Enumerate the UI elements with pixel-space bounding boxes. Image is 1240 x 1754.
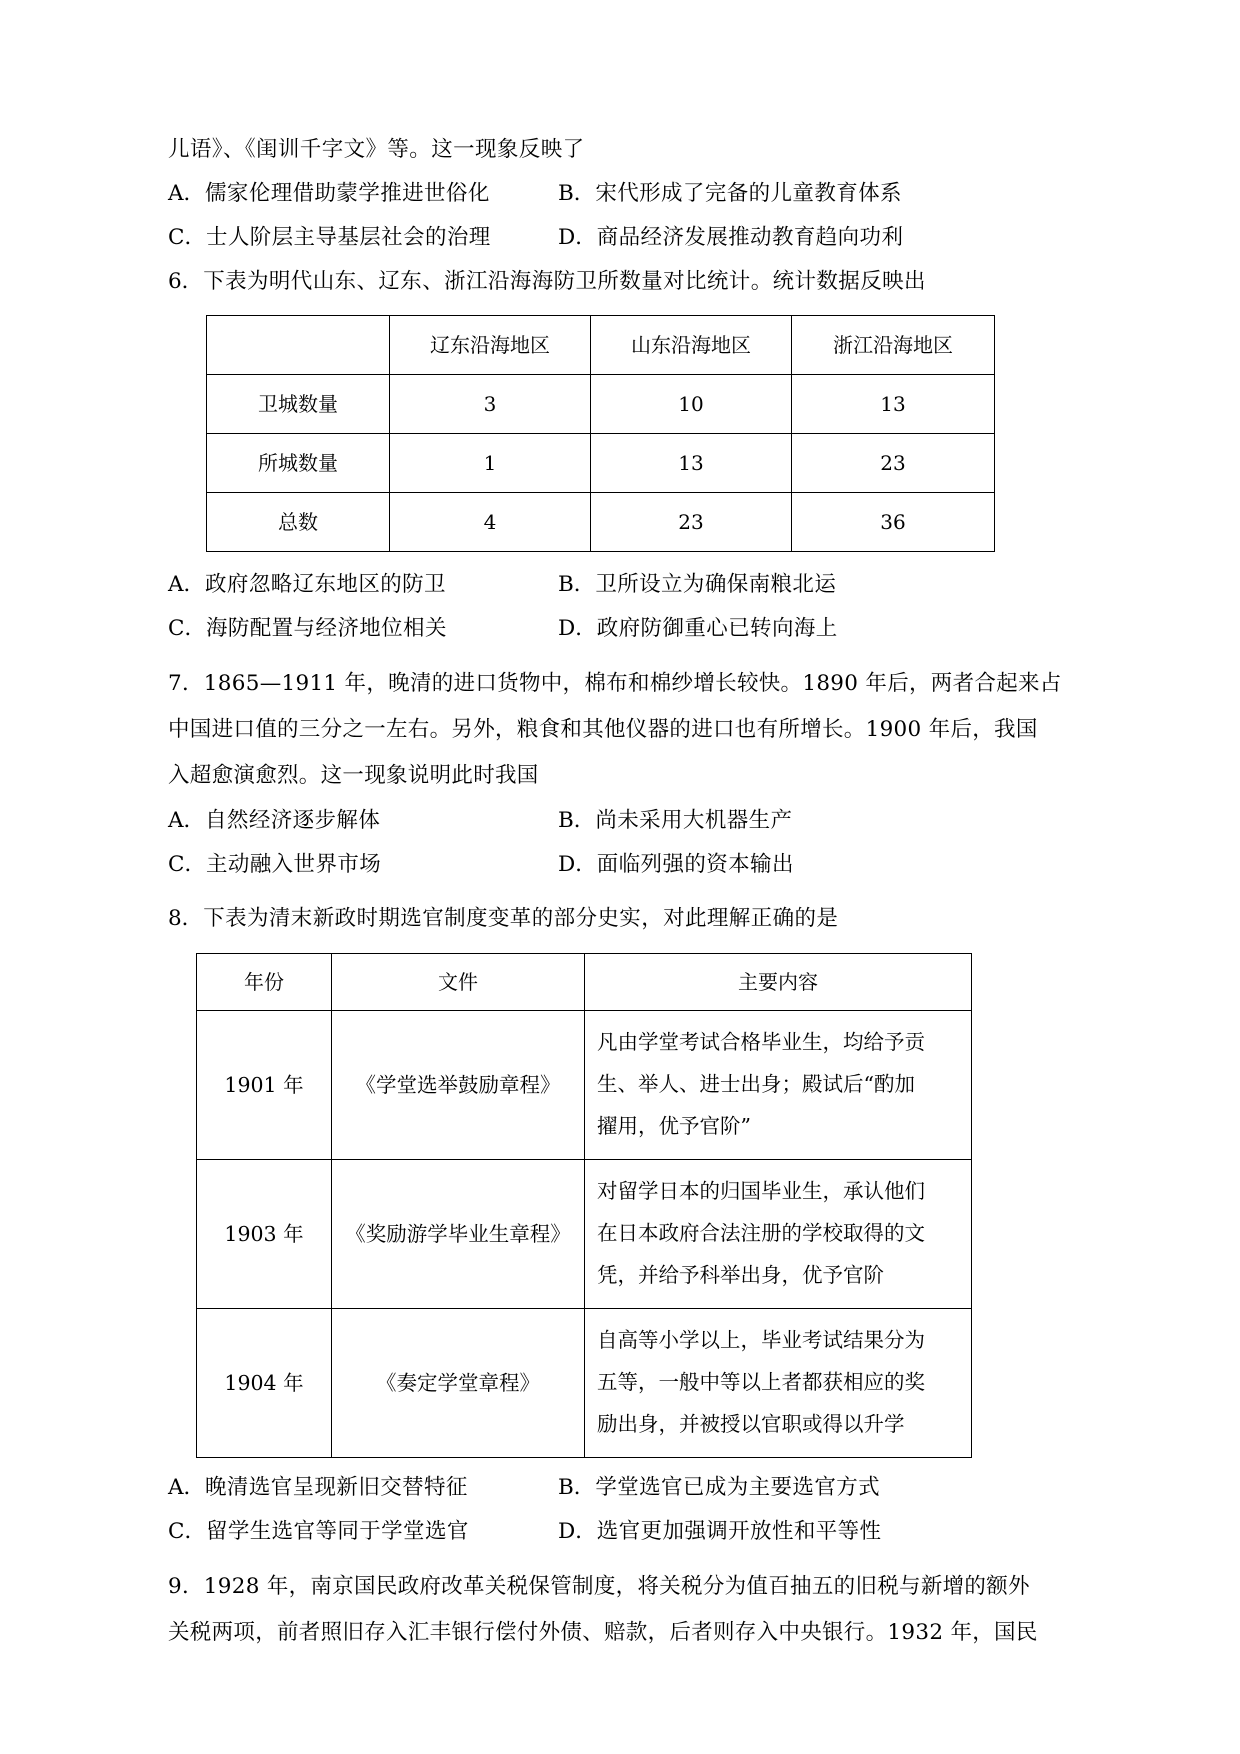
table-row [197,1011,972,1160]
q7-option-c-label: C． [168,852,206,877]
q6-option-d[interactable] [558,607,1068,651]
spacer [168,1554,1068,1564]
q8-stem [168,897,1068,941]
q7-stem-line-1: 7．1865—1911 年，晚清的进口货物中，棉布和棉纱增长较快。1890 年后，两者合起来占 [168,671,1062,696]
q5-option-d-text: 商品经济发展推动教育趋向功利 [596,225,904,250]
q6-option-c[interactable] [168,607,558,651]
q7-stem-line-3: 入超愈演愈烈。这一现象说明此时我国 [168,763,539,788]
spacer [168,887,1068,897]
q8-row1-content-line-2: 在日本政府合法注册的学校取得的文 [597,1221,925,1245]
table-row [197,1160,972,1309]
q6-option-d-label: D． [558,616,597,641]
q8-option-b[interactable] [558,1466,1068,1510]
q5-stem-tail: 儿语》、《闺训千字文》等。这一现象反映了 [168,137,585,162]
q5-option-c-text: 士人阶层主导基层社会的治理 [205,225,491,250]
q6-header-liaodong: 辽东沿海地区 [390,316,591,375]
page-content [168,128,1068,1656]
q6-row2-value2: 36 [792,493,995,552]
q6-row1-value1: 13 [591,434,792,493]
q8-row0-content-line-1: 凡由学堂考试合格毕业生，均给予贡 [597,1030,925,1054]
q8-row2-content-line-3: 励出身，并被授以官职或得以升学 [597,1412,905,1436]
table-row [207,375,995,434]
q6-row1-value0: 1 [390,434,591,493]
q8-row1-content-line-3: 凭，并给予科举出身，优予官阶 [597,1263,884,1287]
q8-option-a-label: A． [168,1475,206,1500]
q8-row0-content-line-3: 擢用，优予官阶” [597,1114,751,1138]
q6-row2-value0: 4 [390,493,591,552]
q6-number: 6． [168,269,204,294]
table-header-row [197,954,972,1011]
spacer [168,651,1068,661]
q7-option-d-label: D． [558,852,597,877]
q6-option-c-label: C． [168,616,206,641]
q8-option-c-label: C． [168,1519,206,1544]
q6-row1-label: 所城数量 [207,434,390,493]
q7-option-a-text: 自然经济逐步解体 [205,808,381,833]
q8-row2-content-line-1: 自高等小学以上，毕业考试结果分为 [597,1328,925,1352]
q6-row2-label: 总数 [207,493,390,552]
q6-header-shandong: 山东沿海地区 [591,316,792,375]
q9-stem-line-2: 关税两项，前者照旧存入汇丰银行偿付外债、赔款，后者则存入中央银行。1932 年，国民 [168,1620,1038,1645]
q8-row1-year: 1903 年 [197,1160,332,1309]
q6-option-a[interactable] [168,563,558,607]
table-row [207,434,995,493]
q6-stem-text: 下表为明代山东、辽东、浙江沿海海防卫所数量对比统计。统计数据反映出 [203,269,926,294]
q6-option-a-text: 政府忽略辽东地区的防卫 [205,572,446,597]
q6-stem [168,260,1068,304]
q5-option-a[interactable] [168,172,558,216]
q5-option-b-text: 宋代形成了完备的儿童教育体系 [595,181,902,206]
q8-option-a-text: 晚清选官呈现新旧交替特征 [205,1475,468,1500]
q5-option-a-text: 儒家伦理借助蒙学推进世俗化 [205,181,490,206]
q6-header-zhejiang: 浙江沿海地区 [792,316,995,375]
q7-option-c[interactable] [168,843,558,887]
q8-header-year: 年份 [197,954,332,1011]
q9-stem-line-1: 9．1928 年，南京国民政府改革关税保管制度，将关税分为值百抽五的旧税与新增的额外 [168,1574,1030,1599]
q6-option-c-text: 海防配置与经济地位相关 [205,616,447,641]
q6-option-b-label: B． [558,572,596,597]
q8-table [196,953,972,1458]
q7-option-c-text: 主动融入世界市场 [205,852,382,877]
table-row [207,493,995,552]
q6-row0-value0: 3 [390,375,591,434]
q7-option-d[interactable] [558,843,1068,887]
q8-row0-content [585,1011,972,1160]
q7-option-d-text: 面临列强的资本输出 [596,852,794,877]
q7-option-a-label: A． [168,808,206,833]
q6-options-ab [168,563,1068,607]
q8-row1-content-line-1: 对留学日本的归国毕业生，承认他们 [597,1179,925,1203]
q9-stem [168,1564,1068,1656]
q7-options-cd [168,843,1068,887]
q8-row0-year: 1901 年 [197,1011,332,1160]
q8-row0-document: 《学堂选举鼓励章程》 [332,1011,585,1160]
q5-option-d-label: D． [558,225,597,250]
q7-option-a[interactable] [168,799,558,843]
q6-option-b-text: 卫所设立为确保南粮北运 [595,572,837,597]
q8-row0-content-line-2: 生、举人、进士出身；殿试后“酌加 [597,1072,915,1096]
q8-header-content: 主要内容 [585,954,972,1011]
q8-row2-year: 1904 年 [197,1309,332,1458]
q8-options-cd [168,1510,1068,1554]
q6-option-b[interactable] [558,563,1068,607]
q6-option-a-label: A． [168,572,206,597]
q5-options-ab [168,172,1068,216]
q8-option-d-label: D． [558,1519,597,1544]
q7-option-b-text: 尚未采用大机器生产 [595,808,793,833]
q8-row1-content [585,1160,972,1309]
q6-options-cd [168,607,1068,651]
q8-header-document: 文件 [332,954,585,1011]
q6-row0-label: 卫城数量 [207,375,390,434]
q7-option-b[interactable] [558,799,1068,843]
q5-option-c[interactable] [168,216,558,260]
q7-option-b-label: B． [558,808,596,833]
q5-option-b-label: B． [558,181,596,206]
table-row [197,1309,972,1458]
q5-options-cd [168,216,1068,260]
q6-row0-value2: 13 [792,375,995,434]
q6-row0-value1: 10 [591,375,792,434]
q6-table [206,315,995,552]
q8-option-a[interactable] [168,1466,558,1510]
q8-row1-document: 《奖励游学毕业生章程》 [332,1160,585,1309]
q7-stem-line-2: 中国进口值的三分之一左右。另外，粮食和其他仪器的进口也有所增长。1900 年后，我国 [168,717,1038,742]
q8-row2-content-line-2: 五等，一般中等以上者都获相应的奖 [597,1370,925,1394]
q6-row2-value1: 23 [591,493,792,552]
q5-option-a-label: A． [168,181,206,206]
q8-row2-content [585,1309,972,1458]
q7-stem [168,661,1068,799]
q8-option-c-text: 留学生选官等同于学堂选官 [205,1519,469,1544]
q8-option-c[interactable] [168,1510,558,1554]
q8-option-d[interactable] [558,1510,1068,1554]
q8-row2-document: 《奏定学堂章程》 [332,1309,585,1458]
q5-option-b[interactable] [558,172,1068,216]
q5-option-c-label: C． [168,225,206,250]
q6-header-corner [207,316,390,375]
q8-stem-text: 下表为清末新政时期选官制度变革的部分史实，对此理解正确的是 [203,906,839,931]
q8-option-b-label: B． [558,1475,596,1500]
q8-option-d-text: 选官更加强调开放性和平等性 [596,1519,882,1544]
q8-options-ab [168,1466,1068,1510]
q6-row1-value2: 23 [792,434,995,493]
table-header-row [207,316,995,375]
q8-number: 8． [168,906,204,931]
q6-option-d-text: 政府防御重心已转向海上 [596,616,838,641]
q5-option-d[interactable] [558,216,1068,260]
q7-options-ab [168,799,1068,843]
q8-option-b-text: 学堂选官已成为主要选官方式 [595,1475,881,1500]
